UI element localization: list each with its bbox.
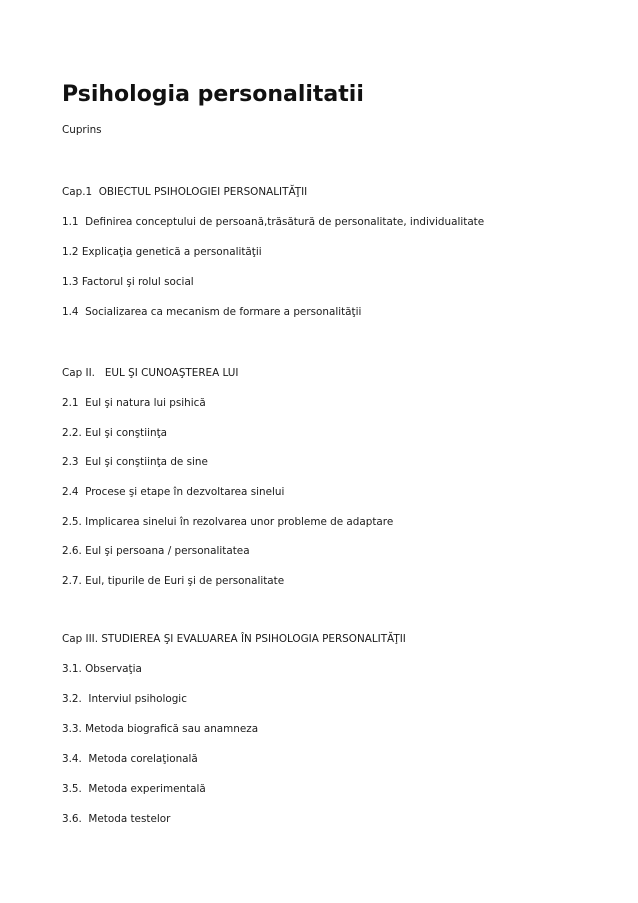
chapter-3-heading: Cap III. STUDIEREA ŞI EVALUAREA ÎN PSIHOLOGIA PERSONALITĂŢII: [62, 633, 406, 645]
toc-item: 2.2. Eul şi conştiinţa: [62, 427, 168, 439]
toc-item: 3.6. Metoda testelor: [62, 813, 171, 825]
toc-item: 2.5. Implicarea sinelui în rezolvarea unor probleme de adaptare: [62, 516, 394, 528]
toc-item: 1.3 Factorul şi rolul social: [62, 276, 194, 288]
toc-item: 3.3. Metoda biografică sau anamneza: [62, 723, 259, 735]
contents-label: Cuprins: [62, 124, 102, 136]
toc-item: 3.5. Metoda experimentală: [62, 783, 206, 795]
toc-item: 3.4. Metoda corelaţională: [62, 753, 198, 765]
toc-item: 1.1 Definirea conceptului de persoană,trăsătură de personalitate, individualitate: [62, 216, 485, 228]
chapter-2-heading: Cap II. EUL ŞI CUNOAŞTEREA LUI: [62, 367, 239, 379]
toc-item: 2.6. Eul şi persoana / personalitatea: [62, 545, 250, 557]
toc-item: 2.1 Eul şi natura lui psihică: [62, 397, 206, 409]
toc-item: 2.4 Procese şi etape în dezvoltarea sinelui: [62, 486, 285, 498]
toc-item: 2.7. Eul, tipurile de Euri şi de personalitate: [62, 575, 285, 587]
toc-item: 1.4 Socializarea ca mecanism de formare a personalităţii: [62, 306, 362, 318]
toc-item: 3.1. Observaţia: [62, 663, 142, 675]
toc-item: 3.2. Interviul psihologic: [62, 693, 187, 705]
document-title: Psihologia personalitatii: [62, 82, 364, 107]
toc-item: 2.3 Eul şi conştiinţa de sine: [62, 456, 208, 468]
chapter-1-heading: Cap.1 OBIECTUL PSIHOLOGIEI PERSONALITĂŢII: [62, 186, 308, 198]
toc-item: 1.2 Explicaţia genetică a personalităţii: [62, 246, 262, 258]
